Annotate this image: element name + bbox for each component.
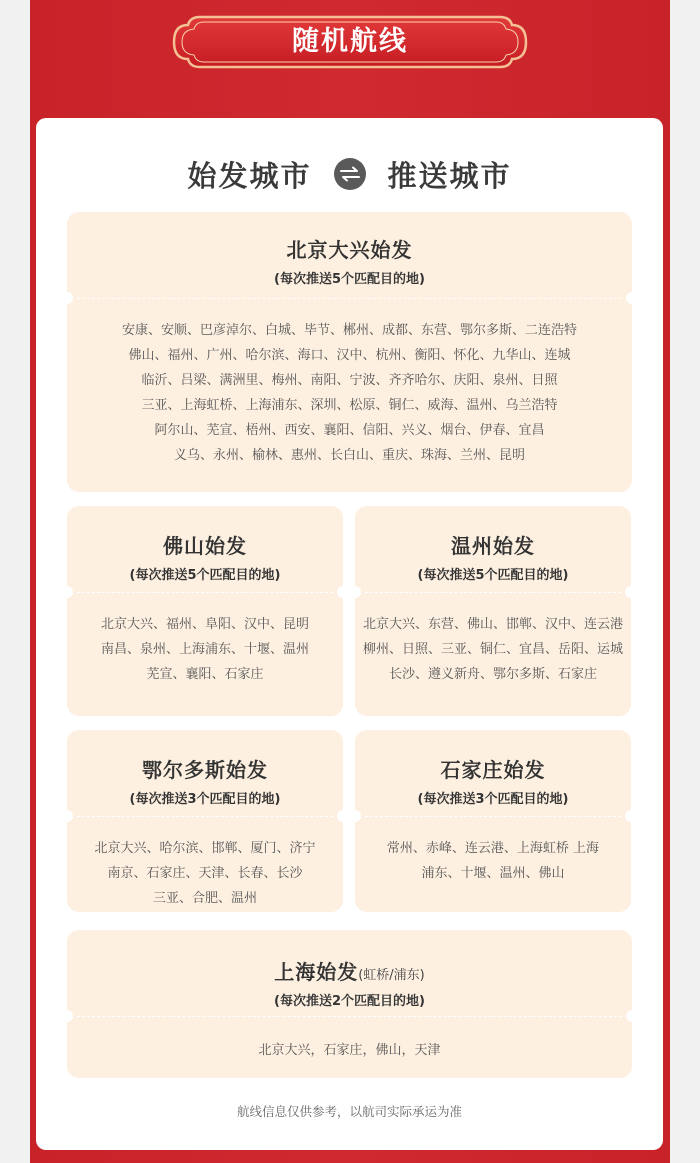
route-origin-title-wrap: [67, 956, 632, 985]
ticket-notch: [61, 586, 73, 598]
ticket-notch: [349, 586, 361, 598]
route-box-header: [355, 530, 631, 583]
destination-line: 南京、石家庄、天津、长春、长沙: [107, 866, 303, 881]
route-push-count: (每次推送3个匹配目的地): [417, 792, 569, 807]
swap-arrows-icon: [334, 158, 366, 190]
disclaimer-note: 航线信息仅供参考，以航司实际承运为准: [236, 1104, 462, 1119]
route-origin-title: 北京大兴始发: [286, 238, 413, 262]
dashed-divider: [77, 592, 333, 593]
origin-city-label: 始发城市: [187, 158, 312, 193]
ticket-notch: [349, 810, 361, 822]
card-header: [36, 152, 663, 196]
ticket-notch: [625, 810, 637, 822]
route-origin-title: 上海始发: [274, 960, 359, 984]
dashed-divider: [365, 592, 621, 593]
destination-line: 安康、安顺、巴彦淖尔、白城、毕节、郴州、成都、东营、鄂尔多斯、二连浩特: [121, 323, 577, 338]
route-box-ordos: [67, 730, 343, 912]
destination-line: 北京大兴、哈尔滨、邯郸、厦门、济宁: [94, 841, 316, 856]
route-push-count: (每次推送5个匹配目的地): [129, 568, 281, 583]
push-city-label: 推送城市: [387, 158, 512, 193]
destination-line: 临沂、吕梁、满洲里、梅州、南阳、宁波、齐齐哈尔、庆阳、泉州、日照: [141, 373, 558, 388]
route-box-foshan: [67, 506, 343, 716]
destination-line: 义乌、永州、榆林、惠州、长白山、重庆、珠海、兰州、昆明: [173, 448, 525, 463]
destination-line: 三亚、合肥、温州: [152, 891, 257, 906]
destination-line: 佛山、福州、广州、哈尔滨、海口、汉中、杭州、衡阳、怀化、九华山、连城: [128, 348, 571, 363]
destination-list: [75, 612, 335, 687]
route-box-header: [355, 754, 631, 807]
destination-line: 长沙、遵义新舟、鄂尔多斯、石家庄: [388, 667, 597, 682]
route-box-header: [67, 754, 343, 807]
destination-line: 南昌、泉州、上海浦东、十堰、温州: [100, 642, 309, 657]
route-origin-title: 石家庄始发: [440, 758, 546, 782]
destination-line: 北京大兴，石家庄，佛山，天津: [258, 1043, 441, 1058]
destination-list: [357, 612, 629, 687]
route-push-count: (每次推送2个匹配目的地): [274, 994, 425, 1009]
route-push-count: (每次推送5个匹配目的地): [417, 568, 569, 583]
ticket-notch: [625, 586, 637, 598]
destination-line: 北京大兴、东营、佛山、邯郸、汉中、连云港: [362, 617, 623, 632]
ticket-notch: [61, 292, 73, 304]
route-push-count: (每次推送3个匹配目的地): [129, 792, 281, 807]
destination-line: 柳州、日照、三亚、铜仁、宜昌、岳阳、运城: [362, 642, 623, 657]
route-box-header: [67, 956, 632, 1009]
destination-list: [75, 1038, 624, 1063]
route-box-shanghai: [67, 930, 632, 1078]
dashed-divider: [77, 298, 622, 299]
right-margin: [670, 0, 700, 1163]
route-box-beijing-daxing: [67, 212, 632, 492]
routes-card: [36, 118, 663, 1150]
route-origin-title: 温州始发: [451, 534, 535, 558]
route-origin-airports: (虹桥/浦东): [358, 968, 425, 983]
route-box-header: [67, 530, 343, 583]
ticket-notch: [61, 1010, 73, 1022]
ticket-notch: [626, 1010, 638, 1022]
route-box-header: [67, 234, 632, 287]
destination-list: [363, 836, 623, 886]
route-box-shijiazhuang: [355, 730, 631, 912]
dashed-divider: [77, 1016, 622, 1017]
route-origin-title: 鄂尔多斯始发: [142, 758, 268, 782]
destination-line: 三亚、上海虹桥、上海浦东、深圳、松原、铜仁、威海、温州、乌兰浩特: [141, 398, 558, 413]
dashed-divider: [365, 816, 621, 817]
destination-list: [75, 318, 624, 468]
destination-line: 常州、赤峰、连云港、上海虹桥 上海: [386, 841, 600, 856]
ticket-notch: [337, 586, 349, 598]
route-box-wenzhou: [355, 506, 631, 716]
banner-title: 随机航线: [292, 26, 408, 57]
section-banner: [170, 13, 530, 71]
destination-line: 芜宣、襄阳、石家庄: [146, 667, 264, 682]
destination-line: 北京大兴、福州、阜阳、汉中、昆明: [100, 617, 309, 632]
ticket-notch: [61, 810, 73, 822]
destination-line: 阿尔山、芜宣、梧州、西安、襄阳、信阳、兴义、烟台、伊春、宜昌: [154, 423, 545, 438]
ticket-notch: [337, 810, 349, 822]
left-margin: [0, 0, 30, 1163]
ticket-notch: [626, 292, 638, 304]
route-origin-title: 佛山始发: [163, 534, 247, 558]
destination-list: [75, 836, 335, 911]
destination-line: 浦东、十堰、温州、佛山: [421, 866, 565, 881]
route-push-count: (每次推送5个匹配目的地): [274, 272, 425, 287]
dashed-divider: [77, 816, 333, 817]
